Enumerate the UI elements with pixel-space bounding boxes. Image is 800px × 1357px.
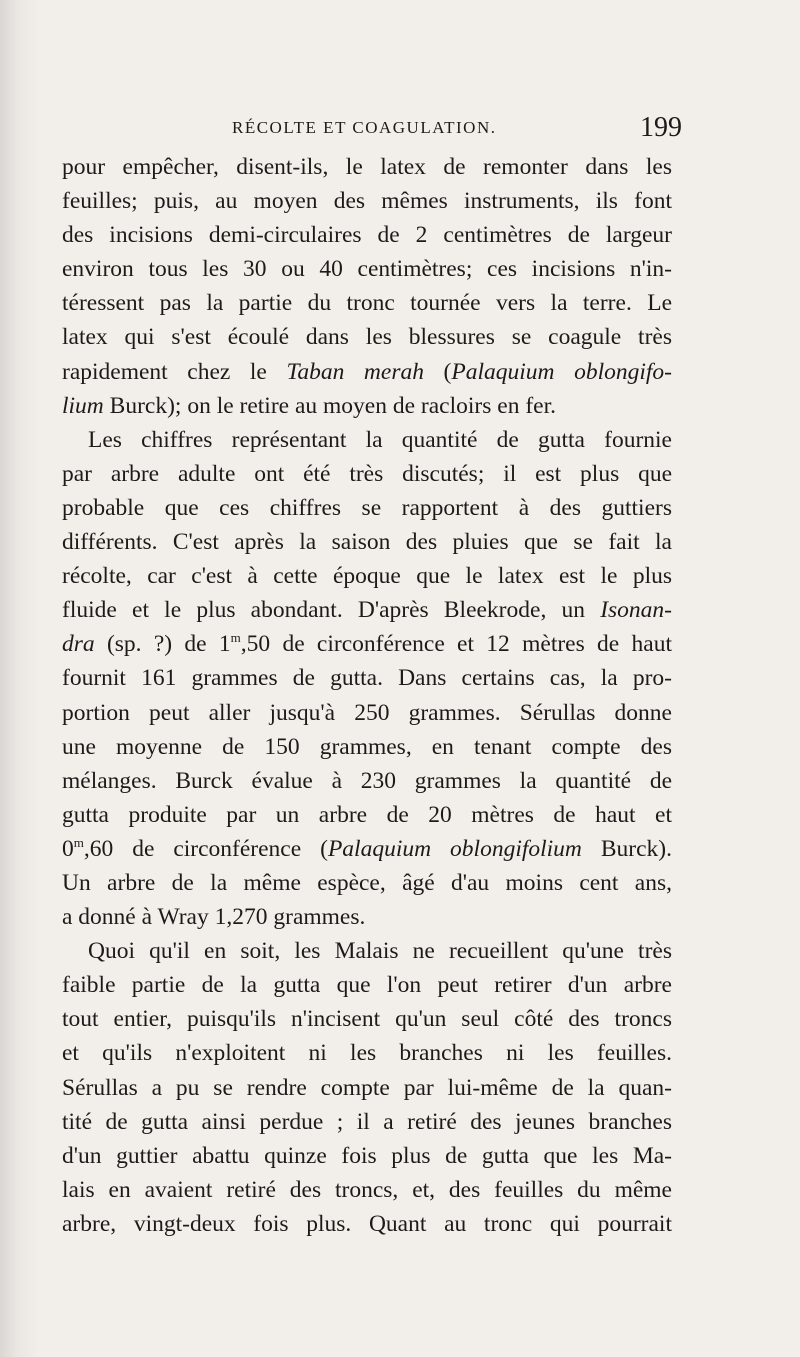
- text-line: et qu'ils n'exploitent ni les branches ni les feuilles.: [62, 1040, 672, 1067]
- text-line: arbre, vingt-deux fois plus. Quant au tronc qui pourrait: [62, 1210, 672, 1237]
- text-line: dra (sp. ?) de 1$^m$,50 de circonférence et 12 mètres de haut: [62, 630, 672, 658]
- text-line: par arbre adulte ont été très discutés; il est plus que: [62, 460, 672, 487]
- text-line: une moyenne de 150 grammes, en tenant compte des: [62, 733, 672, 760]
- text-line: probable que ces chiffres se rapportent à des guttiers: [62, 494, 672, 521]
- text-line: a donné à Wray 1,270 grammes.: [62, 904, 366, 931]
- text-line: Les chiffres représentant la quantité de gutta fournie: [88, 426, 672, 453]
- text-line: d'un guttier abattu quinze fois plus de gutta que les Ma-: [62, 1142, 672, 1169]
- text-line: récolte, car c'est à cette époque que le latex est le plus: [62, 563, 672, 590]
- italic-term: Taban merah: [286, 358, 424, 385]
- text-line: fournit 161 grammes de gutta. Dans certains cas, la pro-: [62, 665, 672, 692]
- text-line: Sérullas a pu se rendre compte par lui-même de la quan-: [62, 1074, 672, 1101]
- text-line: lais en avaient retiré des troncs, et, des feuilles du même: [62, 1176, 672, 1203]
- text-line: mélanges. Burck évalue à 230 grammes la quantité de: [62, 767, 672, 794]
- italic-term: Palaquium oblongifolium: [327, 835, 582, 862]
- text-line: tout entier, puisqu'ils n'incisent qu'un seul côté des troncs: [62, 1006, 672, 1033]
- page-number: 199: [640, 112, 682, 143]
- unit-superscript: m: [73, 834, 84, 850]
- text-line: différents. C'est après la saison des pluies que se fait la: [62, 529, 672, 556]
- italic-term: Palaquium oblongifo-: [451, 358, 673, 385]
- text-line: Un arbre de la même espèce, âgé d'au moins cent ans,: [62, 869, 672, 896]
- text-line: Quoi qu'il en soit, les Malais ne recueillent qu'une très: [88, 938, 672, 965]
- text-line: des incisions demi-circulaires de 2 centimètres de largeur: [62, 222, 672, 249]
- text-line: latex qui s'est écoulé dans les blessures se coagule très: [62, 324, 672, 351]
- running-head: RÉCOLTE ET COAGULATION.: [232, 118, 497, 137]
- text-line: téressent pas la partie du tronc tournée vers la terre. Le: [62, 290, 672, 317]
- text-line: tité de gutta ainsi perdue ; il a retiré des jeunes branches: [62, 1108, 672, 1135]
- text-line: lium Burck); on le retire au moyen de racloirs en fer.: [62, 392, 556, 419]
- italic-term: lium: [62, 392, 104, 419]
- page-header: [62, 112, 682, 148]
- text-line: faible partie de la gutta que l'on peut retirer d'un arbre: [62, 972, 672, 999]
- italic-term: Isonan-: [600, 597, 672, 624]
- text-line: environ tous les 30 ou 40 centimètres; ces incisions n'in-: [62, 256, 672, 283]
- text-line: rapidement chez le Taban merah (Palaquium oblongifo-: [62, 358, 673, 385]
- text-line: feuilles; puis, au moyen des mêmes instruments, ils font: [62, 188, 672, 215]
- text-line: pour empêcher, disent-ils, le latex de remonter dans les: [62, 154, 672, 180]
- text-line: fluide et le plus abondant. D'après Bleekrode, un Isonan-: [62, 597, 672, 624]
- text-line: portion peut aller jusqu'à 250 grammes. Sérullas donne: [62, 699, 672, 726]
- text-line: 0$^m$,60 de circonférence (Palaquium oblongifolium Burck).: [62, 834, 672, 862]
- text-line: gutta produite par un arbre de 20 mètres de haut et: [62, 801, 672, 828]
- italic-term: dra: [62, 631, 95, 658]
- unit-superscript: m: [230, 630, 241, 646]
- body-text: [62, 150, 672, 1241]
